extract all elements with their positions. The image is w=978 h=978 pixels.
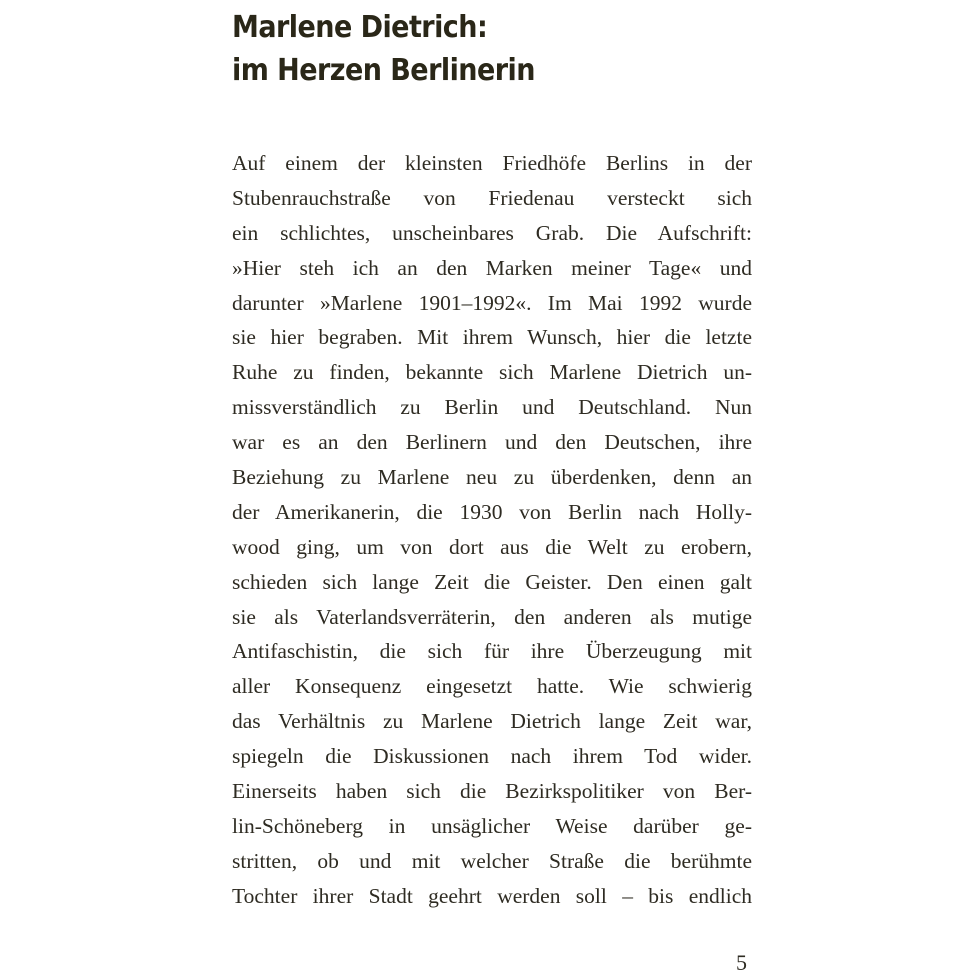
- text-line: Einerseits haben sich die Bezirkspolitiker von Ber-: [232, 779, 752, 804]
- text-line: Stubenrauchstraße von Friedenau versteckt sich: [232, 185, 752, 210]
- text-line: Ruhe zu finden, bekannte sich Marlene Dietrich un-: [232, 360, 752, 385]
- page-number: 5: [736, 950, 747, 975]
- text-line: darunter »Marlene 1901–1992«. Im Mai 1992 wurde: [232, 290, 752, 315]
- text-line: missverständlich zu Berlin und Deutschland. Nun: [232, 395, 752, 420]
- chapter-title: [232, 6, 736, 92]
- text-line: stritten, ob und mit welcher Straße die berühmte: [232, 848, 752, 873]
- text-line: sie hier begraben. Mit ihrem Wunsch, hier die letzte: [232, 325, 752, 350]
- text-line: sie als Vaterlandsverräterin, den anderen als mutige: [232, 604, 752, 629]
- text-line: schieden sich lange Zeit die Geister. Den einen galt: [232, 569, 752, 594]
- text-line: aller Konsequenz eingesetzt hatte. Wie schwierig: [232, 674, 752, 699]
- text-line: Auf einem der kleinsten Friedhöfe Berlins in der: [232, 151, 752, 175]
- text-line: lin-Schöneberg in unsäglicher Weise darüber ge-: [232, 813, 752, 838]
- text-line: spiegeln die Diskussionen nach ihrem Tod wider.: [232, 744, 752, 769]
- text-line: Tochter ihrer Stadt geehrt werden soll – bis endlich: [232, 883, 752, 908]
- text-line: der Amerikanerin, die 1930 von Berlin nach Holly-: [232, 499, 752, 524]
- text-line: war es an den Berlinern und den Deutschen, ihre: [232, 430, 752, 455]
- body-paragraph: [232, 146, 752, 914]
- text-line: das Verhältnis zu Marlene Dietrich lange Zeit war,: [232, 709, 752, 734]
- text-line: »Hier steh ich an den Marken meiner Tage« und: [232, 255, 752, 280]
- text-line: Antifaschistin, die sich für ihre Überzeugung mit: [232, 639, 752, 664]
- text-line: Beziehung zu Marlene neu zu überdenken, denn an: [232, 465, 752, 490]
- chapter-title-line-1: Marlene Dietrich:: [232, 10, 488, 45]
- text-line: wood ging, um von dort aus die Welt zu erobern,: [232, 534, 752, 559]
- chapter-title-line-2: im Herzen Berlinerin: [232, 53, 535, 88]
- text-line: ein schlichtes, unscheinbares Grab. Die Aufschrift:: [232, 220, 752, 245]
